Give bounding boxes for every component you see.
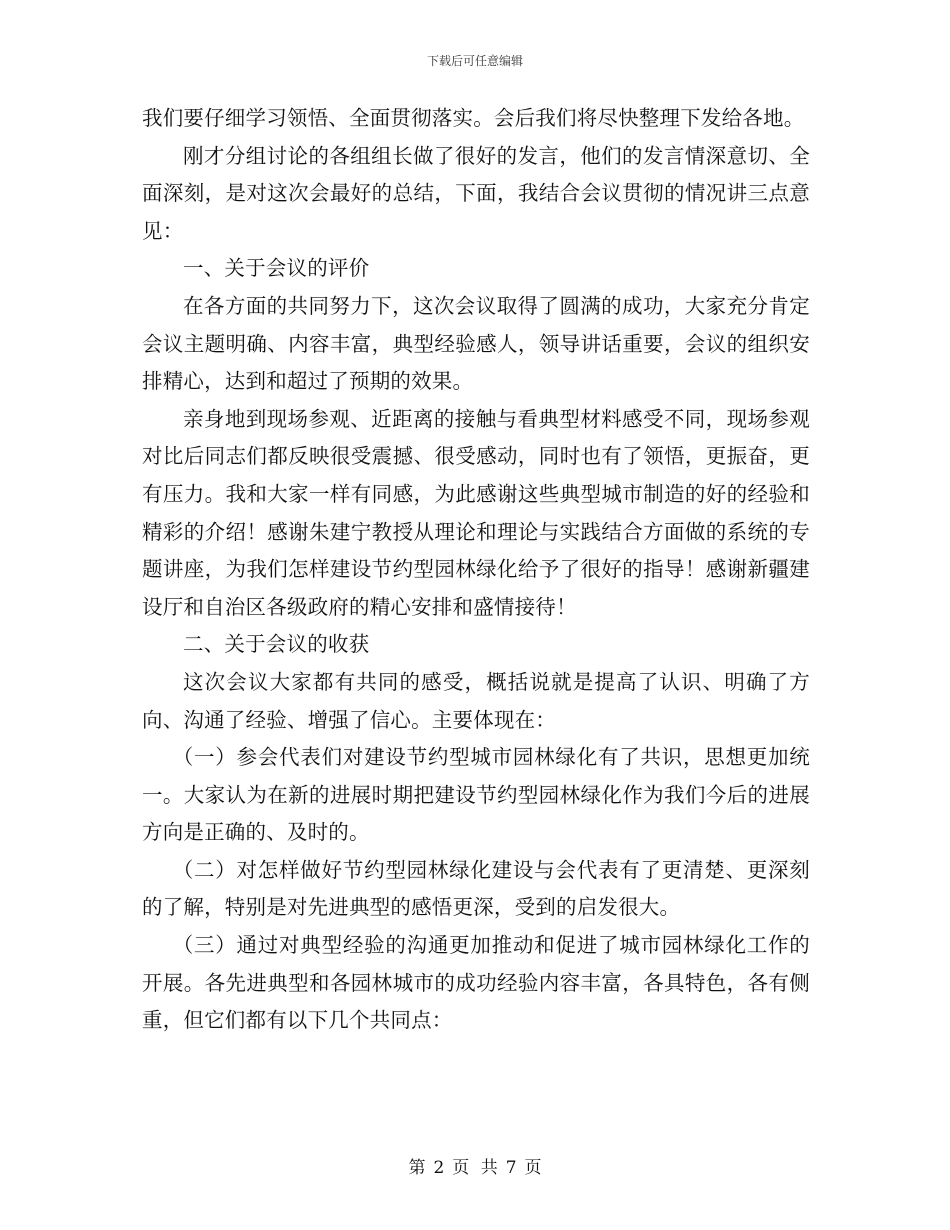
paragraph: （一）参会代表们对建设节约型城市园林绿化有了共识，思想更加统一。大家认为在新的进展时期把建设节约型园林绿化作为我们今后的进展方向是正确的、及时的。 xyxy=(142,745,810,845)
paragraph: （二）对怎样做好节约型园林绿化建设与会代表有了更清楚、更深刻的了解，特别是对先进典型的感悟更深，受到的启发很大。 xyxy=(142,857,810,920)
paragraph: 在各方面的共同努力下，这次会议取得了圆满的成功，大家充分肯定会议主题明确、内容丰富，典型经验感人，领导讲话重要，会议的组织安排精心，达到和超过了预期的效果。 xyxy=(142,293,810,394)
page-total: 7 xyxy=(505,1158,517,1178)
page-footer xyxy=(0,1153,950,1178)
document-body xyxy=(142,100,810,1040)
page-header: 下载后可任意编辑 xyxy=(426,54,523,68)
paragraph: 我们要仔细学习领悟、全面贯彻落实。会后我们将尽快整理下发给各地。 xyxy=(142,106,805,130)
section-heading: 二、关于会议的收获 xyxy=(183,632,370,657)
footer-suffix: 页 xyxy=(524,1158,542,1178)
paragraph: 刚才分组讨论的各组组长做了很好的发言，他们的发言情深意切、全面深刻，是对这次会最好的总结，下面，我结合会议贯彻的情况讲三点意见： xyxy=(142,143,810,243)
paragraph: （三）通过对典型经验的沟通更加推动和促进了城市园林绿化工作的开展。各先进典型和各园林城市的成功经验内容丰富，各具特色，各有侧重，但它们都有以下几个共同点： xyxy=(142,933,810,1033)
section-heading: 一、关于会议的评价 xyxy=(183,256,370,281)
paragraph: 亲身地到现场参观、近距离的接触与看典型材料感受不同，现场参观对比后同志们都反映很受震撼、很受感动，同时也有了领悟，更振奋，更有压力。我和大家一样有同感，为此感谢这些典型城市制造的好的经验和精彩的介绍！感谢朱建宁教授从理论和理论与实践结合方面做的系统的专题讲座，为我们怎样建设节约型园林绿化给予了很好的指导！感谢新疆建设厅和自治区各级政府的精心安排和盛情接待！ xyxy=(142,406,810,619)
page-number: 2 xyxy=(433,1158,445,1178)
paragraph: 这次会议大家都有共同的感受，概括说就是提高了认识、明确了方向、沟通了经验、增强了信心。主要体现在： xyxy=(142,669,810,732)
footer-prefix: 第 xyxy=(408,1158,426,1178)
footer-middle: 页 共 xyxy=(452,1158,498,1178)
